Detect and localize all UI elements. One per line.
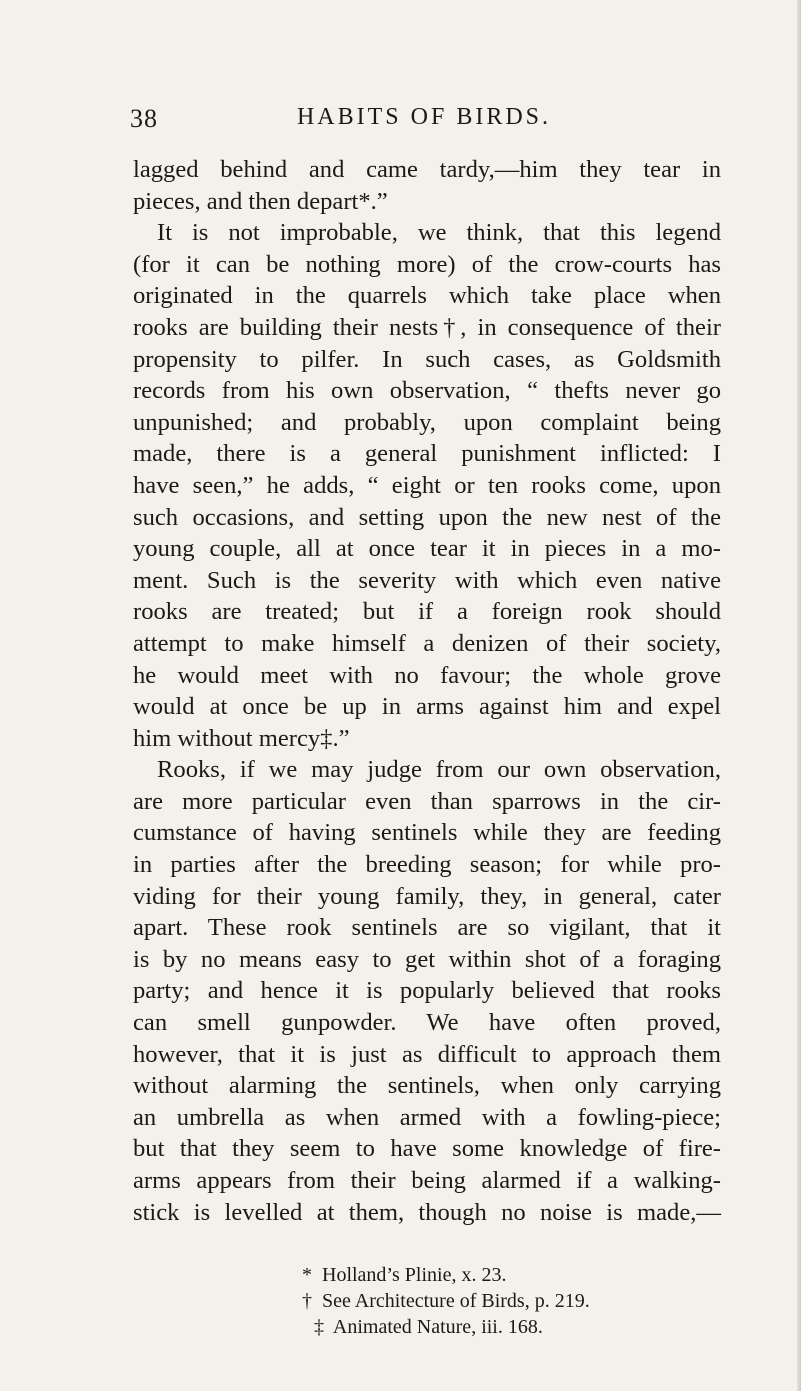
text-line: attempt to make himself a denizen of their society,: [133, 629, 721, 657]
text-line: It is not improbable, we think, that this legend: [157, 219, 721, 247]
text-line: young couple, all at once tear it in pieces in a mo-: [133, 535, 721, 563]
text-line: rooks are treated; but if a foreign rook should: [133, 598, 721, 626]
text-line: him without mercy‡.”: [133, 724, 350, 752]
text-line: ment. Such is the severity with which even native: [133, 566, 721, 594]
text-line: however, that it is just as difficult to approach them: [133, 1040, 721, 1068]
text-line: propensity to pilfer. In such cases, as Goldsmith: [133, 345, 721, 373]
text-line: he would meet with no favour; the whole grove: [133, 661, 721, 689]
footnote-text: See Architecture of Birds, p. 219.: [322, 1290, 590, 1312]
footnote: [133, 1288, 721, 1314]
running-head: [130, 104, 718, 144]
text-line: an umbrella as when armed with a fowling-piece;: [133, 1103, 721, 1131]
text-line: made, there is a general punishment inflicted: I: [133, 440, 721, 468]
text-line: but that they seem to have some knowledge of fire-: [133, 1135, 721, 1163]
footnote-mark: ‡: [314, 1316, 324, 1338]
footnote-text: Holland’s Plinie, x. 23.: [322, 1264, 507, 1286]
text-line: without alarming the sentinels, when only carrying: [133, 1072, 721, 1100]
text-line: is by no means easy to get within shot of a foraging: [133, 945, 721, 973]
text-line: are more particular even than sparrows in the cir-: [133, 787, 721, 815]
text-line: lagged behind and came tardy,—him they tear in: [133, 156, 721, 183]
body-text: [133, 154, 721, 1228]
running-title: HABITS OF BIRDS.: [296, 104, 552, 130]
page-edge: [797, 0, 801, 1391]
text-line: cumstance of having sentinels while they are feeding: [133, 819, 721, 847]
text-line: apart. These rook sentinels are so vigilant, that it: [133, 914, 721, 942]
footnote-mark: †: [302, 1290, 312, 1312]
text-line: viding for their young family, they, in general, cater: [133, 882, 721, 910]
page-number: 38: [130, 104, 158, 133]
text-line: unpunished; and probably, upon complaint being: [133, 408, 721, 436]
text-line: originated in the quarrels which take place when: [133, 282, 721, 310]
text-line: can smell gunpowder. We have often proved,: [133, 1009, 721, 1037]
text-line: have seen,” he adds, “ eight or ten rooks come, upon: [133, 471, 721, 499]
text-line: pieces, and then depart*.”: [133, 187, 388, 215]
text-line: would at once be up in arms against him and expel: [133, 693, 721, 721]
text-line: records from his own observation, “ thefts never go: [133, 377, 721, 405]
text-line: (for it can be nothing more) of the crow-courts has: [133, 250, 721, 278]
text-line: arms appears from their being alarmed if a walking-: [133, 1167, 721, 1194]
footnote: [133, 1262, 721, 1288]
text-line: party; and hence it is popularly believed that rooks: [133, 977, 721, 1005]
text-line: rooks are building their nests†, in consequence of their: [133, 313, 721, 341]
text-line: such occasions, and setting upon the new nest of the: [133, 503, 721, 531]
footnote: [133, 1314, 721, 1340]
footnotes: [133, 1262, 721, 1340]
footnote-text: Animated Nature, iii. 168.: [332, 1316, 543, 1338]
text-line: Rooks, if we may judge from our own observation,: [157, 756, 721, 784]
footnote-mark: *: [302, 1264, 312, 1286]
text-line: stick is levelled at them, though no noise is made,—: [133, 1198, 721, 1226]
text-line: in parties after the breeding season; for while pro-: [133, 851, 721, 879]
